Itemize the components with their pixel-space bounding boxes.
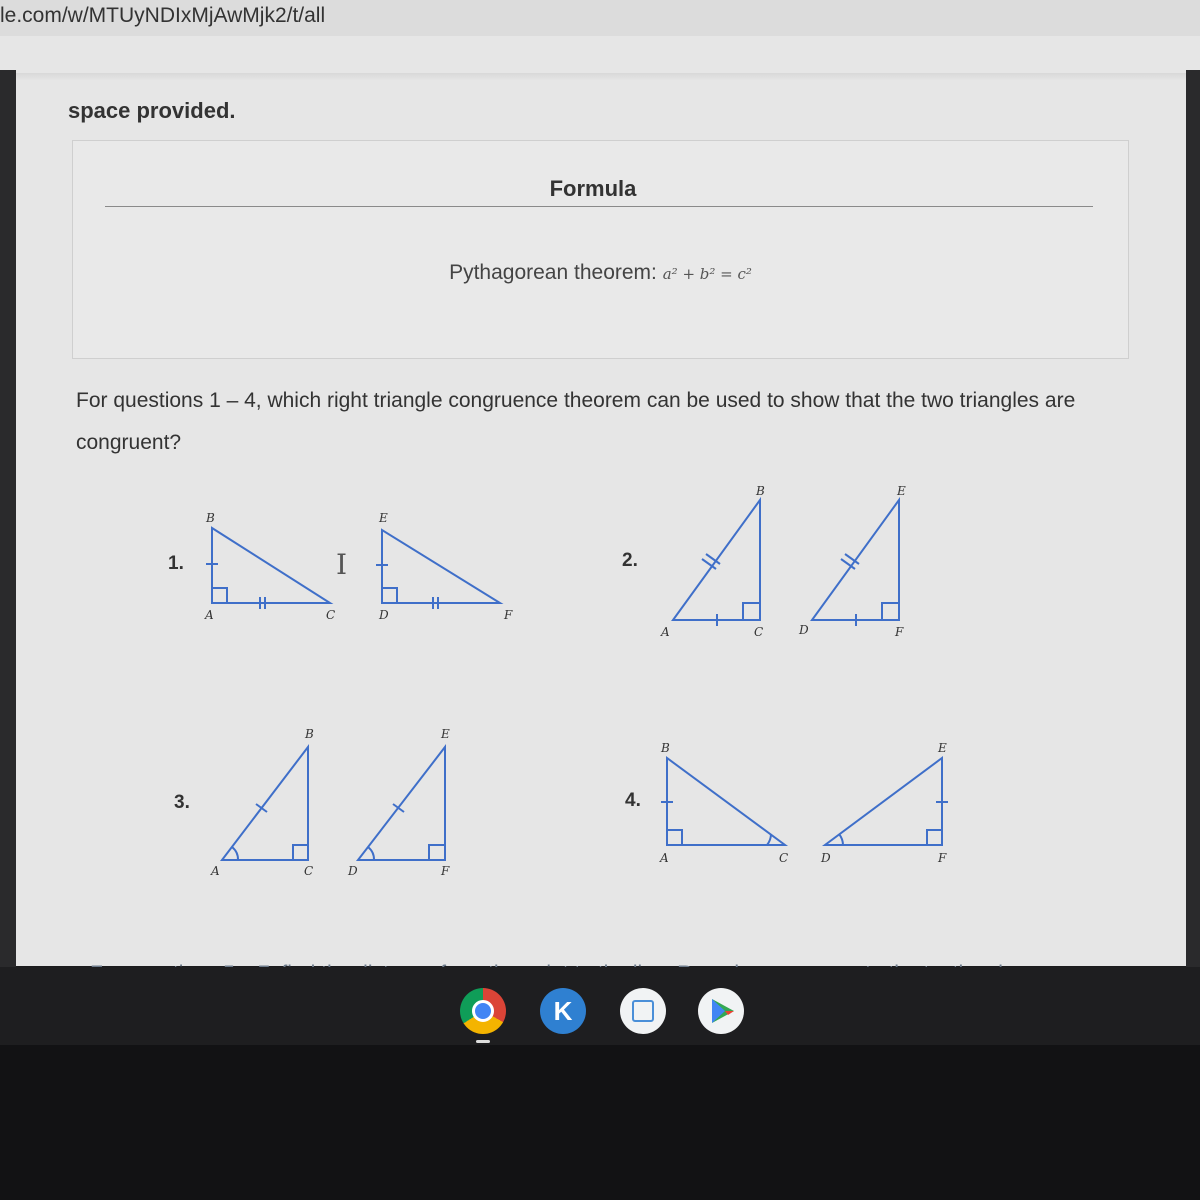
- angle-arc-a: [232, 847, 238, 860]
- question-prompt: For questions 1 – 4, which right triangle congruence theorem can be used to show that the two triangles are congruent?: [76, 389, 1076, 454]
- triangle-def: [382, 530, 500, 603]
- vertex-label-d: D: [379, 608, 389, 622]
- vertex-label-f: F: [938, 851, 947, 865]
- vertex-label-b: B: [206, 511, 215, 525]
- right-angle-mark-a: [667, 830, 682, 845]
- active-app-indicator: [476, 1040, 490, 1043]
- kami-icon[interactable]: K: [540, 988, 586, 1034]
- instructions-text: space provided.: [68, 98, 236, 123]
- problem-1-figure: [195, 508, 515, 628]
- vertex-label-d: D: [821, 851, 831, 865]
- problem-3-number: 3.: [174, 792, 190, 813]
- angle-arc-c: [767, 834, 771, 845]
- right-angle-mark-f: [927, 830, 942, 845]
- vertex-label-a: A: [211, 864, 220, 878]
- vertex-label-d: D: [348, 864, 358, 878]
- desk-background: [0, 1045, 1200, 1200]
- files-icon[interactable]: [620, 988, 666, 1034]
- formula-title: Formula: [549, 176, 637, 201]
- triangle-abc: [667, 758, 785, 845]
- formula-equation: a² + b² = c²: [662, 265, 752, 283]
- angle-arc-d: [839, 834, 843, 845]
- vertex-label-f: F: [441, 864, 450, 878]
- play-store-icon[interactable]: [698, 988, 744, 1034]
- vertex-label-c: C: [779, 851, 789, 865]
- problem-2-number: 2.: [622, 550, 638, 571]
- vertex-label-c: C: [326, 608, 336, 622]
- page-top-divider: [0, 73, 1200, 81]
- screen-bezel-right: [1186, 70, 1200, 970]
- triangle-abc: [222, 747, 308, 860]
- vertex-label-e: E: [938, 741, 947, 755]
- vertex-label-a: A: [661, 625, 670, 639]
- right-angle-mark-d: [382, 588, 397, 603]
- vertex-label-f: F: [895, 625, 904, 639]
- vertex-label-e: E: [897, 484, 906, 498]
- problem-1-number: 1.: [168, 553, 184, 574]
- right-angle-mark-a: [212, 588, 227, 603]
- vertex-label-f: F: [504, 608, 513, 622]
- vertex-label-b: B: [756, 484, 765, 498]
- problem-3-figure: [205, 725, 465, 880]
- vertex-label-e: E: [379, 511, 388, 525]
- vertex-label-a: A: [205, 608, 214, 622]
- vertex-label-e: E: [441, 727, 450, 741]
- problem-2-figure: [655, 480, 925, 645]
- text-cursor-icon: I: [336, 548, 348, 581]
- screen-bezel-left: [0, 70, 16, 970]
- formula-label: Pythagorean theorem:: [449, 261, 657, 284]
- triangle-abc: [212, 528, 330, 603]
- vertex-label-c: C: [754, 625, 764, 639]
- url-text[interactable]: le.com/w/MTUyNDIxMjAwMjk2/t/all: [0, 4, 326, 27]
- browser-address-bar[interactable]: [0, 0, 1200, 40]
- tick-ab: [256, 804, 267, 812]
- vertex-label-a: A: [660, 851, 669, 865]
- triangle-def: [825, 758, 942, 845]
- vertex-label-b: B: [305, 727, 314, 741]
- chrome-icon[interactable]: [460, 988, 506, 1034]
- vertex-label-d: D: [799, 623, 809, 637]
- formula-divider: [105, 206, 1093, 207]
- right-angle-mark-c: [293, 845, 308, 860]
- triangle-def: [358, 747, 445, 860]
- problem-4-figure: [655, 740, 965, 875]
- right-angle-mark-f: [429, 845, 445, 860]
- taskbar: [0, 967, 1200, 1045]
- right-angle-mark-c: [743, 603, 760, 620]
- angle-arc-d: [368, 847, 374, 860]
- vertex-label-c: C: [304, 864, 314, 878]
- problem-4-number: 4.: [625, 790, 641, 811]
- right-angle-mark-f: [882, 603, 899, 620]
- formula-content: [73, 261, 1128, 285]
- vertex-label-b: B: [661, 741, 670, 755]
- formula-panel: [72, 140, 1129, 359]
